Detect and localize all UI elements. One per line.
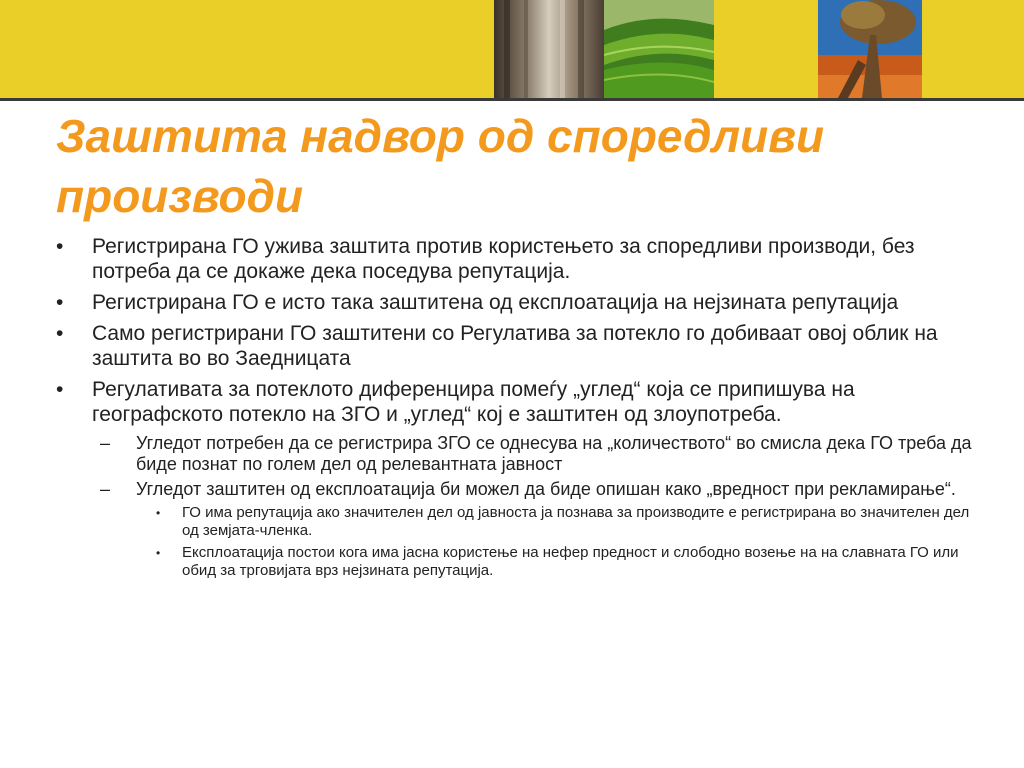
- bullet-marker: •: [56, 378, 64, 401]
- sub-bullet-text: Угледот заштитен од експлоатација би можел да биде опишан како „вредност при рекламирање“.: [136, 479, 956, 499]
- sub-sub-bullet-text: Експлоатација постои кога има јасна користење на нефер предност и слободно возење на на славната ГО или обид за трговијата врз нејзината репутација.: [182, 544, 959, 579]
- green-field-photo: [604, 0, 714, 98]
- curtain-photo: [494, 0, 604, 98]
- sub-sub-bullet-marker: •: [156, 546, 161, 560]
- sub-sub-bullet-text: ГО има репутација ако значителен дел од јавноста ја познава за производите е регистрирана во значителен дел од земјата-членка.: [182, 504, 970, 539]
- bullet-item: [56, 234, 986, 284]
- bullet-item: [56, 321, 986, 371]
- bullet-marker: •: [56, 291, 64, 314]
- bullet-item: [56, 377, 986, 427]
- bullet-text: Регулативата за потеклото диференцира помеѓу „углед“ која се припишува на географското потекло на ЗГО и „углед“ кој е заштитен од злоупотреба.: [92, 378, 855, 426]
- bullet-marker: •: [56, 235, 64, 258]
- sub-bullet-marker: –: [100, 479, 111, 499]
- bullet-text: Регистрирана ГО ужива заштита против користењето за споредливи производи, без потреба да се докаже дека поседува репутација.: [92, 235, 915, 283]
- bullet-text: Само регистрирани ГО заштитени со Регулатива за потекло го добиваат овој облик на заштита во во Заедницата: [92, 322, 938, 370]
- header-banner: [0, 0, 1024, 98]
- slide-title: Заштита надвор од споредливи производи: [56, 110, 825, 222]
- tree-photo: [818, 0, 922, 98]
- bullet-text: Регистрирана ГО е исто така заштитена од експлоатација на нејзината репутација: [92, 291, 899, 314]
- sub-bullet-marker: –: [100, 433, 111, 453]
- sub-bullet-item: [100, 479, 986, 500]
- bullet-item: [56, 290, 986, 315]
- banner-divider: [0, 98, 1024, 101]
- sub-bullet-item: [100, 433, 986, 475]
- slide-content: [56, 234, 986, 584]
- sub-sub-bullet-item: [156, 504, 986, 540]
- sub-sub-bullet-marker: •: [156, 506, 161, 520]
- bullet-marker: •: [56, 322, 64, 345]
- sub-sub-bullet-item: [156, 544, 986, 580]
- sub-bullet-text: Угледот потребен да се регистрира ЗГО се однесува на „количеството“ во смисла дека ГО треба да биде познат по голем дел од релевантната јавност: [136, 433, 972, 474]
